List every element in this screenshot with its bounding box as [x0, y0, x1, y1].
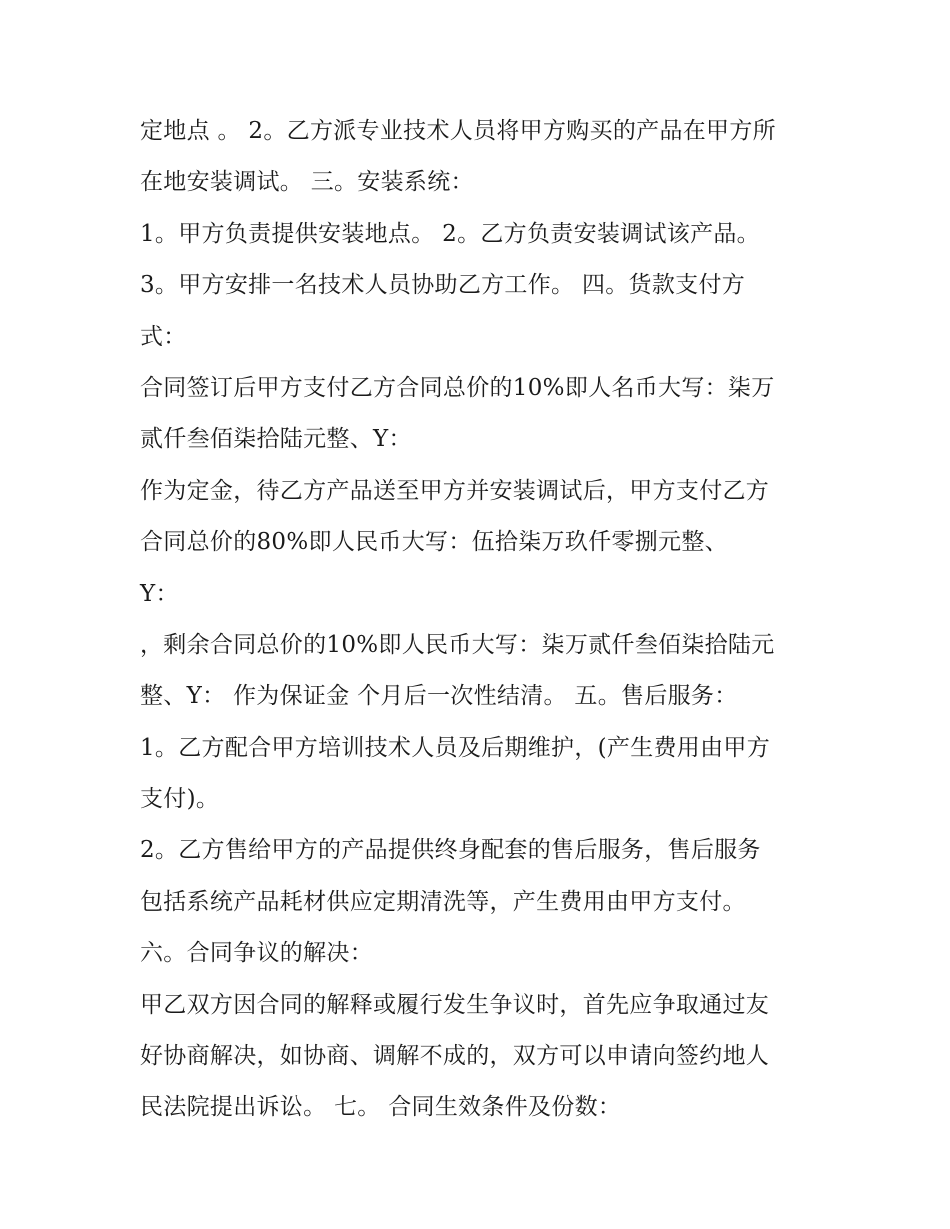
text-line: 贰仟叁佰柒拾陆元整、Y： — [140, 426, 412, 453]
text-line: 1。甲方负责提供安装地点。 2。乙方负责安装调试该产品。 — [140, 220, 760, 247]
text-line: 合同签订后甲方支付乙方合同总价的10%即人名币大写：柒万 — [140, 374, 775, 401]
text-line: 整、Y： 作为保证金 个月后一次性结清。 五。售后服务： — [140, 683, 738, 710]
text-line: 2。乙方售给甲方的产品提供终身配套的售后服务，售后服务 — [140, 837, 761, 864]
text-line: 定地点 。 2。乙方派专业技术人员将甲方购买的产品在甲方所 — [140, 118, 776, 144]
text-line: 作为定金，待乙方产品送至甲方并安装调试后，甲方支付乙方 — [140, 477, 770, 504]
text-line: 3。甲方安排一名技术人员协助乙方工作。 四。货款支付方 — [140, 272, 746, 299]
text-line: 六。合同争议的解决： — [140, 940, 373, 967]
text-line: 好协商解决，如协商、调解不成的，双方可以申请向签约地人 — [140, 1043, 770, 1070]
text-line: ，剩余合同总价的10%即人民币大写：柒万贰仟叁佰柒拾陆元 — [140, 631, 775, 658]
text-line: 式： — [140, 323, 187, 350]
text-line: Y： — [140, 580, 179, 607]
text-line: 支付)。 — [140, 786, 220, 813]
text-line: 民法院提出诉讼。 七。 合同生效条件及份数： — [140, 1094, 622, 1121]
text-line: 包括系统产品耗材供应定期清洗等，产生费用由甲方支付。 — [140, 888, 746, 915]
text-line: 合同总价的80%即人民币大写：伍拾柒万玖仟零捌元整、 — [140, 529, 728, 556]
text-line: 1。乙方配合甲方培训技术人员及后期维护，(产生费用由甲方 — [140, 734, 771, 761]
text-line: 甲乙双方因合同的解释或履行发生争议时，首先应争取通过友 — [140, 991, 770, 1018]
contract-text-block — [140, 106, 820, 1134]
text-line: 在地安装调试。 三。安装系统： — [140, 169, 474, 196]
